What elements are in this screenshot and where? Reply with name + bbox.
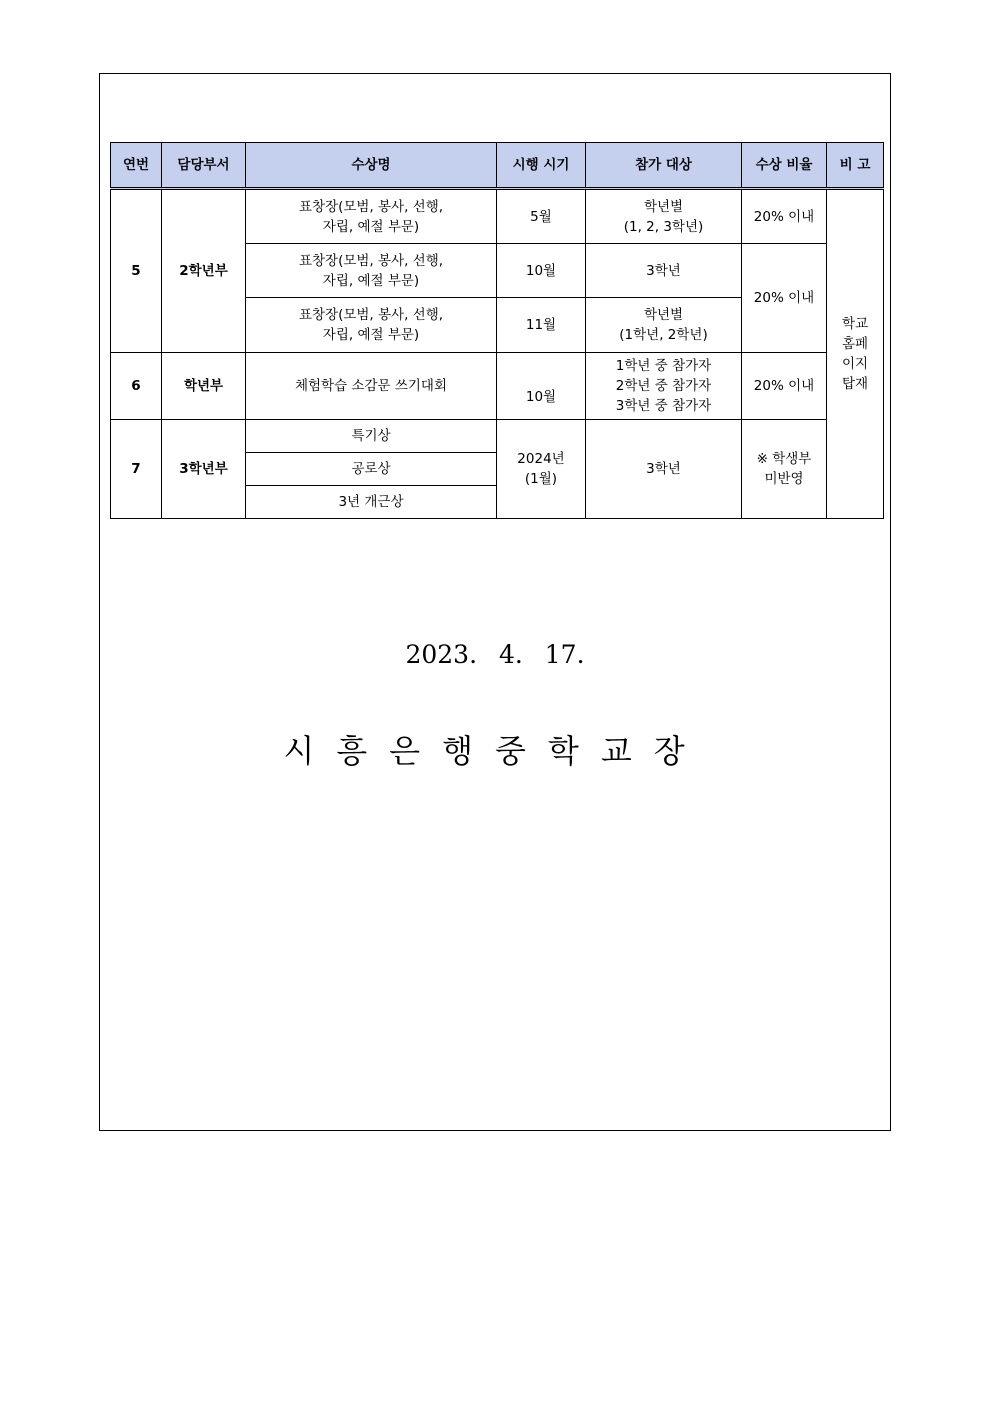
document-date: 2023. 4. 17. (405, 640, 585, 669)
target-line: 학년별 (643, 307, 684, 323)
cell-award (246, 298, 497, 353)
cell-target: 3학년 (586, 420, 742, 519)
cell-target: 3학년 (586, 244, 742, 298)
period-line: (1월) (524, 471, 558, 487)
target-line: 2학년 중 참가자 (615, 378, 712, 394)
remark-line: 탑재 (841, 376, 869, 392)
cell-ratio (742, 420, 827, 519)
header-target: 참가 대상 (586, 143, 742, 189)
header-remark: 비 고 (827, 143, 884, 189)
header-ratio: 수상 비율 (742, 143, 827, 189)
award-line: 자립, 예절 부문) (322, 327, 420, 343)
remark-line: 이지 (841, 356, 869, 372)
cell-period: 5월 (497, 189, 586, 244)
header-award: 수상명 (246, 143, 497, 189)
award-line: 자립, 예절 부문) (322, 218, 420, 235)
cell-ratio: 20% 이내 (742, 353, 827, 420)
target-line: (1학년, 2학년) (619, 327, 708, 343)
awards-table (110, 142, 884, 519)
cell-target (586, 189, 742, 244)
cell-award: 3년 개근상 (246, 486, 497, 519)
cell-remark (827, 189, 884, 519)
table-row (111, 420, 884, 453)
cell-award: 공로상 (246, 453, 497, 486)
cell-period: 10월 (497, 244, 586, 298)
cell-dept: 학년부 (162, 353, 246, 420)
cell-ratio: 20% 이내 (742, 189, 827, 244)
remark-line: 홈페 (841, 336, 869, 352)
ratio-line: 미반영 (764, 471, 804, 487)
target-line: 학년별 (643, 198, 684, 215)
cell-dept: 2학년부 (162, 189, 246, 353)
cell-period (497, 420, 586, 519)
signer-name: 시흥은행중학교장 (283, 732, 707, 770)
target-line: 3학년 중 참가자 (615, 398, 712, 414)
cell-no: 6 (111, 353, 162, 420)
period-line: 2024년 (517, 451, 565, 467)
header-dept: 담당부서 (162, 143, 246, 189)
cell-no: 5 (111, 189, 162, 353)
table-row (111, 189, 884, 244)
cell-no: 7 (111, 420, 162, 519)
award-line: 표창장(모범, 봉사, 선행, (298, 252, 444, 269)
cell-period: 11월 (497, 298, 586, 353)
target-line: 1학년 중 참가자 (615, 358, 712, 374)
table-row (111, 353, 884, 420)
cell-award: 체험학습 소감문 쓰기대회 (246, 353, 497, 420)
remark-line: 학교 (841, 316, 869, 332)
header-period: 시행 시기 (497, 143, 586, 189)
target-line: (1, 2, 3학년) (623, 218, 704, 235)
cell-target (586, 298, 742, 353)
cell-award (246, 189, 497, 244)
cell-award (246, 244, 497, 298)
cell-award: 특기상 (246, 420, 497, 453)
document-frame (99, 73, 891, 1131)
cell-dept: 3학년부 (162, 420, 246, 519)
header-no: 연번 (111, 143, 162, 189)
ratio-line: ※ 학생부 (756, 451, 812, 467)
award-line: 표창장(모범, 봉사, 선행, (298, 307, 444, 323)
cell-target (586, 353, 742, 420)
table-header-row (111, 143, 884, 189)
cell-period: 10월 (497, 353, 586, 420)
award-line: 자립, 예절 부문) (322, 272, 420, 289)
cell-ratio: 20% 이내 (742, 244, 827, 353)
award-line: 표창장(모범, 봉사, 선행, (298, 198, 444, 215)
